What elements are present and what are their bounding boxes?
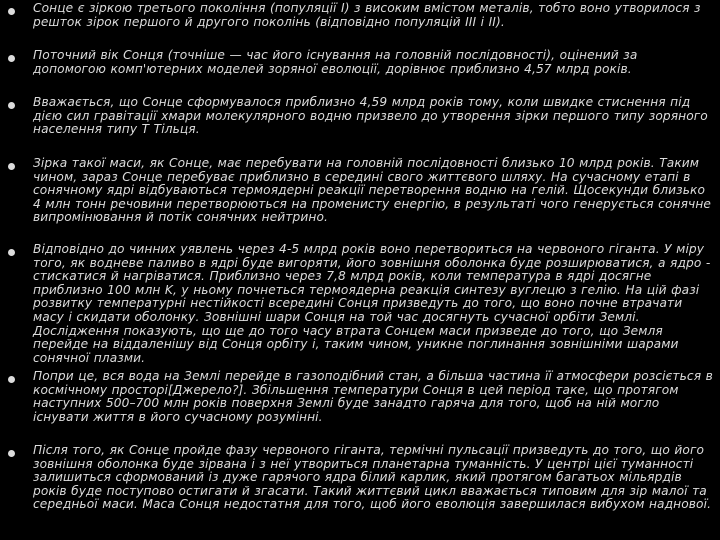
bullet-text-3: Вважається, що Сонце сформувалося приблизно 4,59 млрд років тому, коли швидке стиснення під дією сил гравітації хмари молекулярного водню призвело до утворення зірки першого типу зоряного населення типу T Тільця.: [33, 95, 708, 137]
bullet-text-5: Відповідно до чинних уявлень через 4-5 млрд років воно перетвориться на червоного гіганта. У міру того, як водневе паливо в ядрі буде вигоряти, його зовнішня оболонка буде розширюватися, а ядро - стискатися й нагріватися. Приблизно через 7,8 млрд років, коли температура в ядрі досягне приблизно 100 млн K, у ньому почнеться термоядерна реакція синтезу вуглецю з гелію. На цій фазі розвитку температурні нестійкості всередині Сонця призведуть до того, що воно почне втрачати масу і скидати оболонку. Зовнішні шари Сонця на той час досягнуть сучасної орбіти Землі. Дослідження показують, що ще до того часу втрата Сонцем маси призведе до того, що Земля перейде на віддаленішу від Сонця орбіту і, таким чином, уникне поглинання зовнішніми шарами сонячної плазми.: [33, 242, 711, 365]
bullet-dot-icon: [8, 450, 15, 457]
bullet-dot-icon: [8, 8, 15, 15]
bullet-text-7: Після того, як Сонце пройде фазу червоного гіганта, термічні пульсації призведуть до того, що його зовнішня оболонка буде зірвана і з неї утвориться планетарна туманність. У центрі цієї туманності залишиться сформований із дуже гарячого ядра білий карлик, який протягом багатьох мільярдів років буде поступово остигати й згасати. Такий життєвий цикл вважається типовим для зір малої та середньої маси. Маса Сонця недостатня для того, щоб його еволюція завершилася вибухом наднової.: [33, 443, 712, 512]
bullet-text-6: Попри це, вся вода на Землі перейде в газоподібний стан, а більша частина її атмосфери розсіється в космічному просторі[Джерело?]. Збільшення температури Сонця в цей період таке, що протягом наступних 500–700 млн років поверхня Землі буде занадто гаряча для того, щоб на ній могло існувати життя в його сучасному розумінні.: [33, 369, 713, 424]
bullet-text-2: Поточний вік Сонця (точніше — час його існування на головній послідовності), оцінений за допомогою комп'ютерних моделей зоряної еволюції, дорівнює приблизно 4,57 млрд років.: [33, 48, 638, 76]
bullet-dot-icon: [8, 249, 15, 256]
bullet-dot-icon: [8, 102, 15, 109]
bullet-text-4: Зірка такої маси, як Сонце, має перебувати на головній послідовності близько 10 млрд років. Таким чином, зараз Сонце перебуває приблизно в середині свого життєвого шляху. На сучасному етапі в сонячному ядрі відбуваються термоядерні реакції перетворення водню на гелій. Щосекунди близько 4 млн тонн речовини перетворюються на променисту енергію, в результаті чого генерується сонячне випромінювання й потік сонячних нейтрино.: [33, 156, 711, 225]
bullet-dot-icon: [8, 376, 15, 383]
bullet-text-1: Сонце є зіркою третього покоління (популяції I) з високим вмістом металів, тобто воно утворилося з решток зірок першого й другого поколінь (відповідно популяцій III і II).: [33, 1, 701, 29]
bullet-dot-icon: [8, 163, 15, 170]
bullet-dot-icon: [8, 55, 15, 62]
